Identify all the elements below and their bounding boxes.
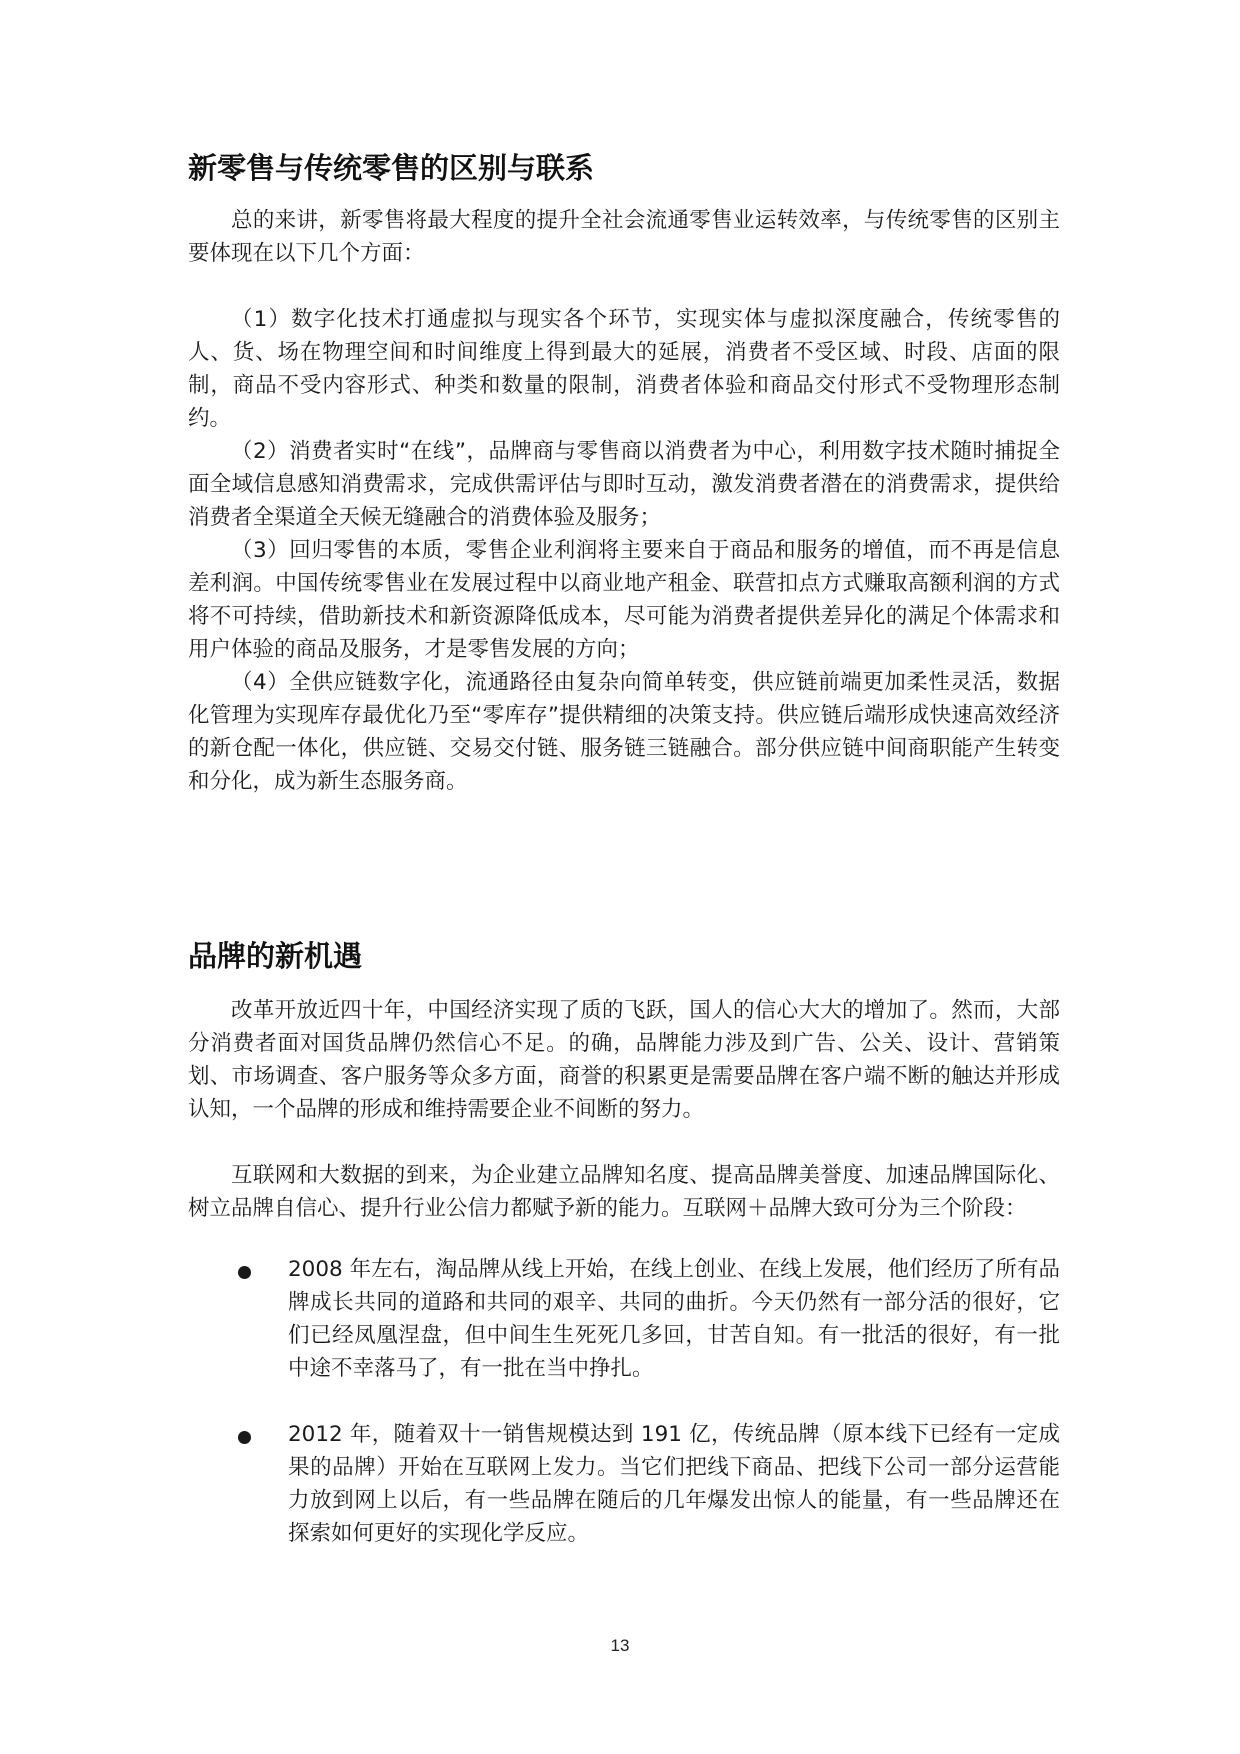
bullet-dot-icon	[238, 1431, 251, 1444]
section-title: 品牌的新机遇	[188, 939, 363, 973]
point-paragraph: （2）消费者实时“在线”，品牌商与零售商以消费者为中心，利用数字技术随时捕捉全面全域信息感知消费需求，完成供需评估与即时互动，激发消费者潜在的消费需求，提供给消费者全渠道全天候无缝融合的消费体验及服务；	[188, 439, 1060, 530]
point-paragraph: （3）回归零售的本质，零售企业利润将主要来自于商品和服务的增值，而不再是信息差利润。中国传统零售业在发展过程中以商业地产租金、联营扣点方式赚取高额利润的方式将不可持续，借助新技术和新资源降低成本，尽可能为消费者提供差异化的满足个体需求和用户体验的商品及服务，才是零售发展的方向；	[188, 538, 1060, 662]
spacer	[188, 270, 1060, 303]
body-paragraph: 改革开放近四十年，中国经济实现了质的飞跃，国人的信心大大的增加了。然而，大部分消费者面对国货品牌仍然信心不足。的确，品牌能力涉及到广告、公关、设计、营销策划、市场调查、客户服务等众多方面，商誉的积累更是需要品牌在客户端不断的触达并形成认知，一个品牌的形成和维持需要企业不间断的努力。	[188, 998, 1060, 1122]
body-paragraph: 互联网和大数据的到来，为企业建立品牌知名度、提高品牌美誉度、加速品牌国际化、树立品牌自信心、提升行业公信力都赋予新的能力。互联网＋品牌大致可分为三个阶段：	[188, 1163, 1060, 1221]
bullet-dot-icon	[238, 1266, 251, 1279]
list-item-text: 2008 年左右，淘品牌从线上开始，在线上创业、在线上发展，他们经历了所有品牌成长共同的道路和共同的艰辛、共同的曲折。今天仍然有一部分活的很好，它们已经凤凰涅盘，但中间生生死死几多回，甘苦自知。有一批活的很好，有一批中途不幸落马了，有一批在当中挣扎。	[288, 1257, 1060, 1381]
page-number: 13	[610, 1636, 630, 1655]
list-item-text: 2012 年，随着双十一销售规模达到 191 亿，传统品牌（原本线下已经有一定成果的品牌）开始在互联网上发力。当它们把线下商品、把线下公司一部分运营能力放到网上以后，有一些品牌在随后的几年爆发出惊人的能量，有一些品牌还在探索如何更好的实现化学反应。	[288, 1422, 1060, 1546]
intro-paragraph: 总的来讲，新零售将最大程度的提升全社会流通零售业运转效率，与传统零售的区别主要体现在以下几个方面：	[188, 208, 1060, 266]
point-paragraph: （4）全供应链数字化，流通路径由复杂向简单转变，供应链前端更加柔性灵活，数据化管理为实现库存最优化乃至“零库存”提供精细的决策支持。供应链后端形成快速高效经济的新仓配一体化，供应链、交易交付链、服务链三链融合。部分供应链中间商职能产生转变和分化，成为新生态服务商。	[188, 670, 1060, 794]
section-new-retail	[188, 148, 1060, 798]
section-brand-opportunity	[188, 936, 1060, 1583]
section-title: 新零售与传统零售的区别与联系	[188, 151, 595, 185]
list-item	[188, 1418, 1060, 1550]
bullet-list	[188, 1253, 1060, 1550]
spacer	[188, 1126, 1060, 1159]
point-paragraph: （1）数字化技术打通虚拟与现实各个环节，实现实体与虚拟深度融合，传统零售的人、货、场在物理空间和时间维度上得到最大的延展，消费者不受区域、时段、店面的限制，商品不受内容形式、种类和数量的限制，消费者体验和商品交付形式不受物理形态制约。	[188, 307, 1060, 431]
list-item	[188, 1253, 1060, 1385]
